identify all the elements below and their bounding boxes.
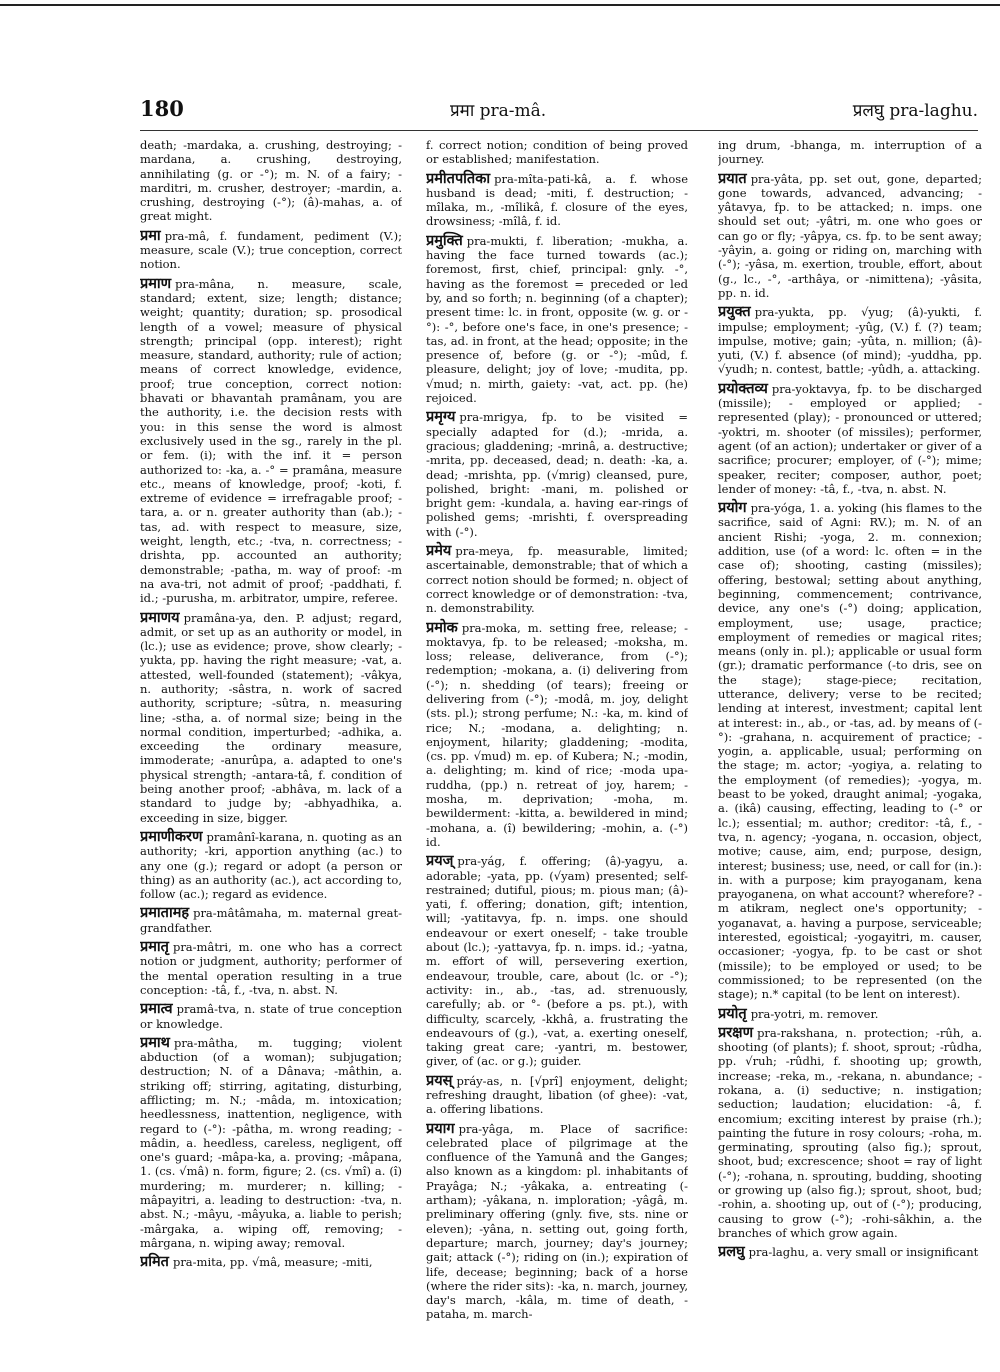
entry-headword: प्रयोग: [718, 499, 747, 517]
entry-headword: प्रमेय: [426, 542, 452, 560]
entry-headword: प्रमातामह: [140, 904, 190, 922]
entry-text: pra-mîta-pati-kâ, a. f. whose husband is dead; -miti, f. destruction; -mîlaka, m., -mîlikâ, f. closure of the eyes, drowsiness; -mîlâ, f. id.: [426, 171, 688, 229]
dictionary-entry: [140, 906, 402, 935]
column-3: [718, 138, 982, 1363]
entry-headword: प्रयुक्त: [718, 303, 751, 321]
entry-headword: प्रयोक्तव्य: [718, 379, 768, 397]
page-number: 180: [140, 96, 184, 121]
dictionary-entry: [426, 231, 688, 406]
dictionary-entry: [718, 169, 982, 301]
entry-text: pra-rakshana, n. protection; -rûh, a. shooting (of plants); f. shoot, sprout; -rûdha, pp. √ruh; -rûdhi, f. shooting up; growth, increase; -reka, m., -rekana, n. abundance; -rokana, a. (i) seductive; n. instigation; seduction; laudation; elucidation: -â, f. encomium; exciting interest by praise (rh.); painting the future in rosy colours; -roha, m. germinating, sprouting (also fig.); sprout, shoot, bud; excrescence; shoot = ray of light (-°); -rohana, n. sprouting, budding, shooting or growing up (also fig.); sprout, shoot, bud; -rohin, a. shooting up, out of (-°); producing, causing to grow (-°); -rohi-sâkhin, a. the branches of which grow again.: [718, 1025, 982, 1240]
entry-text: pra-yóga, 1. a. yoking (his flames to the sacrifice, said of Agni: RV.); m. N. of an ancient Rishi; -yoga, 2. m. connexion; addition, use (of a word: lc. often = in the case of); shooting, casting (missiles); offering, bestowal; setting about anything, beginning, commencement; contrivance, device, any one's (-°) doing; application, employment, use; usage, practice; employment of remedies or magical rites; means (only in. pl.); applicable or usual form (gr.); dramatic performance (-to dris, see on the stage); stage-piece; recitation, utterance, delivery; verse to be recited; lending at interest, investment; capital lent at interest: in., ab., or -tas, ad. by means of (-°): -grahana, n. acquirement of practice; -yogin, a. applicable, usual; performing on the stage; m. actor; -yogiya, a. relating to the employment (of remedies); -yogya, m. beast to be yoked, draught animal; -yogaka, a. (ikâ) causing, effecting, leading to (-° or lc.); essential; m. author; creditor: -tâ, f., -tva, n. agency; -yogana, n. occasion, object, motive; cause, aim, end; purpose, design, interest; business; use, need, or call for (in.): in. with a purpose; kim prayoganam, kena prayoganena, on what account? wherefore? -m atikram, neglect one's opportunity; -yoganavat, a. having a purpose, serviceable; interested, egoistical; -yogayitri, m. causer, occasioner; -yogya, fp. to be cast or shot (missile); to be employed or used; to be commissioned; to be represented (on the stage); n.* capital (to be lent on interest).: [718, 501, 982, 1002]
entry-headword: प्रयात: [718, 169, 747, 187]
entry-headword: प्रमोक: [426, 618, 458, 636]
dictionary-entry: [718, 1004, 982, 1022]
dictionary-entry: [140, 1255, 402, 1269]
entry-headword: प्रमीतपतिका: [426, 169, 491, 187]
dictionary-entry: [140, 608, 402, 825]
entry-text: death; -mardaka, a. crushing, destroying; -mardana, a. crushing, destroying, annihilating (g. or -°); m. N. of a fairy; -marditri, m. crusher, destroyer; -mardin, a. crushing, destroying (-°); (â)-mahas, a. of great might.: [140, 138, 402, 224]
dictionary-entry: [426, 410, 688, 539]
dictionary-entry: [718, 501, 982, 1001]
entry-text: pra-mâtri, m. one who has a correct notion or judgment, authority; performer of the mental operation resulting in a true conception: -tâ, f., -tva, n. abst. N.: [140, 940, 402, 997]
entry-text: práy-as, n. [√prî] enjoyment, delight; refreshing draught, libation (of ghee): -vat, a. offering libations.: [426, 1073, 688, 1117]
entry-text: pra-yukta, pp. √yug; (â)-yukti, f. impulse; employment; -yûg, (V.) f. (?) team; impulse, motive; gain; -yûta, n. million; (â)-yuti, (V.) f. absence (of mind); -yuddha, pp. √yudh; n. contest, battle; -yûdh, a. attacking.: [718, 305, 982, 377]
dictionary-entry: [426, 1071, 688, 1117]
entry-headword: प्रमाणीकरण: [140, 827, 203, 845]
entry-text: pra-yoktavya, fp. to be discharged (missile); - employed or applied; - represented (play); - pronounced or uttered; -yoktri, m. shooter (of missiles); performer, agent (of an action); undertaker or giver of a sacrifice; procurer; employer, of (-°); mime; speaker, reciter; composer, author, poet; lender of money: -tâ, f., -tva, n. abst. N.: [718, 381, 982, 496]
entry-text: pra-yág, f. offering; (â)-yagyu, a. adorable; -yata, pp. (√yam) presented; self-restrained; dutiful, pious; m. pious man; (â)-yati, f. offering; donation, gift; intention, will; -yatitavya, fp. n. imps. one should endeavour or exert oneself; - take trouble about (lc.); -yattavya, fp. n. imps. id.; -yatna, m. effort of will, persevering exertion, endeavour, trouble, care, about (lc. or -°); activity: in., ab., -tas, ad. strenuously, carefully; ab. or °- (before a ps. pt.), with difficulty, scarcely, -kkhâ, a. frustrating the endeavours of (g.), -vat, a. exerting oneself, taking great care; -yantri, m. bestower, giver, of (ac. or g.); guider.: [426, 854, 688, 1069]
dictionary-entry: [140, 274, 402, 606]
entry-text: pra-mrigya, fp. to be visited = specially adapted for (d.); -mrida, a. gracious; gladdening; -mrinâ, a. destructive; -mrita, pp. deceased, dead; n. death: -ka, a. dead; -mrishta, pp. (√mrig) cleansed, pure, polished, bright: -mani, m. polished or bright gem: -kundala, a. having ear-rings of polished gems; -mrishti, f. overspreading with (-°).: [426, 410, 688, 539]
dictionary-entry: [426, 854, 688, 1068]
entry-text: pra-mâtâmaha, m. maternal great-grandfather.: [140, 906, 402, 935]
entry-headword: प्रमुक्ति: [426, 231, 463, 249]
dictionary-entry: [140, 226, 402, 272]
dictionary-entry: [718, 138, 982, 167]
dictionary-entry: [426, 1119, 688, 1322]
entry-text: pra-meya, fp. measurable, limited; ascertainable, demonstrable; that of which a correct notion should be formed; n. object of correct knowledge or of demonstration: -tva, n. demonstrability.: [426, 544, 688, 616]
page-header: [140, 96, 978, 128]
dictionary-entry: [718, 1023, 982, 1240]
entry-headword: प्रयज्: [426, 852, 454, 870]
dictionary-entry: [140, 1002, 402, 1031]
dictionary-entry: [426, 138, 688, 167]
top-border: [0, 4, 1000, 6]
dictionary-entry: [140, 1033, 402, 1250]
entry-text: pra-mâ, f. fundament, pediment (V.); measure, scale (V.); true conception, correct notion.: [140, 228, 402, 272]
entry-headword: प्रमित: [140, 1253, 169, 1271]
entry-headword: प्रमात्व: [140, 1000, 173, 1018]
entry-headword: प्रलघु: [718, 1243, 745, 1261]
entry-headword: प्रमाणय: [140, 608, 180, 626]
dictionary-entry: [426, 544, 688, 615]
entry-text: pra-yâta, pp. set out, gone, departed; gone towards, advanced, advancing; -yâtavya, fp. to be attacked; n. imps. one should set out; -yâtri, m. one who goes or can go or fly; -yâpya, cs. fp. to be sent away; -yâyin, a. going or riding on, marching with (-°); -yâsa, m. exertion, trouble, effort, about (g., lc., -°, -arthâya, or -nimittena); -yâsita, pp. n. id.: [718, 171, 982, 300]
dictionary-entry: [718, 305, 982, 376]
dictionary-entry: [426, 618, 688, 850]
entry-text: pra-yotri, m. remover.: [750, 1006, 879, 1021]
center-running-head: प्रमा pra-mâ.: [450, 101, 547, 121]
entry-text: pramâna-ya, den. P. adjust; regard, admit, or set up as an authority or model, in (lc.); use as evidence; prove, show clearly; -yukta, pp. having the right measure; -vat, a. attested, well-founded (statement); -vâkya, n. authority; -sâstra, n. work of sacred authority, scripture; -sûtra, n. measuring line; -stha, a. of normal size; being in the normal condition, imperturbed; -adhika, a. exceeding the ordinary measure, immoderate; -anurûpa, a. adapted to one's physical strength; -antara-tâ, f. condition of being another proof; -abhâva, m. lack of a standard to judge by; -abhyadhika, a. exceeding in size, bigger.: [140, 610, 402, 825]
right-running-head: प्रलघु pra-laghu.: [852, 101, 978, 121]
entry-text: pra-mita, pp. √mâ, measure; -miti,: [172, 1255, 373, 1270]
entry-text: ing drum, -bhanga, m. interruption of a journey.: [718, 138, 982, 167]
entry-text: pra-yâga, m. Place of sacrifice: celebrated place of pilgrimage at the confluence of the Yamunâ and the Ganges; also known as a kingdom: pl. inhabitants of Prayâga; N.; -yâkaka, a. entreating (-artham); -yâkana, n. imploration; -yâgâ, m. preliminary offering (gnly. five, sts. nine or eleven); -yâna, n. setting out, going forth, departure; march, journey; day's journey; gait; attack (-°); riding on (in.); expiration of life, decease; beginning; back of a horse (where the rider sits): -ka, n. march, journey, day's march, -kâla, m. time of death, -pataha, m. march-: [426, 1121, 688, 1322]
entry-headword: प्रमा: [140, 226, 161, 244]
dictionary-entry: [140, 940, 402, 997]
entry-text: pra-mukti, f. liberation; -mukha, a. having the face turned towards (ac.); foremost, first, chief, principal: gnly. -°, having as the foremost = preceded or led by, and so forth; n. beginning (of a chapter); present time: lc. in front, opposite (w. g. or -°): -°, before one's face, in one's presence; -tas, ad. in front, at the head; opposite; in the presence of, before (g. or -°); -mûd, f. pleasure, delight; joy of love; -mudita, pp. √mud; n. mirth, gaiety: -vat, act. pp. (he) rejoiced.: [426, 233, 688, 406]
entry-headword: प्ररक्षण: [718, 1023, 754, 1041]
entry-headword: प्रमातृ: [140, 938, 169, 956]
dictionary-entry: [718, 379, 982, 496]
entry-text: pra-mâna, n. measure, scale, standard; extent, size; length; distance; weight; quantity; duration; sp. prosodical length of a vowel; measure of physical strength; principal (opp. interest); right measure, standard, authority; rule of action; means of correct knowledge, evidence, proof; true conception, correct notion: bhavati or bhavantah pramânam, you are the authority, i.e. the decision rests with you: in this sense the word is almost exclusively used in the sg., rarely in the pl. or fem. (i); with the inf. it = person authorized to: -ka, a. -° = pramâna, measure etc., means of knowledge, proof; -koti, f. extreme of evidence = irrefragable proof; -tara, a. or n. greater authority than (ab.); -tas, ad. with respect to measure, size, weight, length, etc.; -tva, n. correctness; -drishta, pp. accounted an authority; demonstrable; -patha, m. way of proof: -m na ava-tri, not admit of proof; -paddhati, f. id.; -purusha, m. arbitrator, umpire, referee.: [140, 276, 402, 606]
entry-text: pra-moka, m. setting free, release; -moktavya, fp. to be released; -moksha, m. loss; release, deliverance, from (-°); redemption; -mokana, a. (i) delivering from (-°); n. shedding (of tears); freeing or delivering from (-°); -modâ, m. joy, delight (sts. pl.); strong perfume; N.: -ka, m. kind of rice; N.; -modana, a. delighting; n. enjoyment, hilarity; gladdening; -modita, (cs. pp. √mud) m. ep. of Kubera; N.; -modin, a. delighting; m. kind of rice; -moda upa-ruddha, (pp.) n. retreat of joy, harem; -mosha, m. deprivation; -moha, m. bewilderment: -kitta, a. bewildered in mind; -mohana, a. (î) bewildering; -mohin, a. (-°) id.: [426, 620, 688, 849]
entry-text: pra-laghu, a. very small or insignificant: [748, 1245, 979, 1260]
column-1: [140, 138, 402, 1363]
column-2: [426, 138, 688, 1363]
dictionary-entry: [426, 169, 688, 229]
dictionary-entry: [140, 138, 402, 224]
entry-headword: प्रयस्: [426, 1071, 453, 1089]
entry-text: pra-mâtha, m. tugging; violent abduction (of a woman); subjugation; destruction; N. of a Dânava; -mâthin, a. striking off; stirring, agitating, disturbing, afflicting; m. N.; -mâda, m. intoxication; heedlessness, inattention, negligence, with regard to (-°): -pâtha, m. wrong reading; -mâdin, a. heedless, careless, negligent, off one's guard; -mâpa-ka, a. proving; -mâpana, 1. (cs. √mâ) n. form, figure; 2. (cs. √mî) a. (î) murdering; m. murderer; n. killing; -mâpayitri, a. leading to destruction: -tva, n. abst. N.; -mâyu, -mâyuka, a. liable to perish; -mârgaka, a. wiping off, removing; -mârgana, n. wiping away; removal.: [140, 1035, 402, 1250]
dictionary-entry: [718, 1245, 982, 1259]
entry-text: f. correct notion; condition of being proved or established; manifestation.: [426, 138, 688, 167]
entry-headword: प्रमाण: [140, 274, 172, 292]
entry-headword: प्रयाग: [426, 1119, 455, 1137]
entry-headword: प्रमाथ: [140, 1033, 170, 1051]
header-rule: [140, 130, 978, 131]
entry-headword: प्रमृग्य: [426, 408, 456, 426]
dictionary-entry: [140, 827, 402, 902]
entry-text: pramâ-tva, n. state of true conception or knowledge.: [140, 1002, 402, 1031]
entry-headword: प्रयोतृ: [718, 1004, 747, 1022]
entry-text: pramânî-karana, n. quoting as an authority; -kri, apportion anything (ac.) to any one (g.); regard or adopt (a person or thing) as an authority (ac.), act according to, follow (ac.); regard as evidence.: [140, 829, 402, 902]
